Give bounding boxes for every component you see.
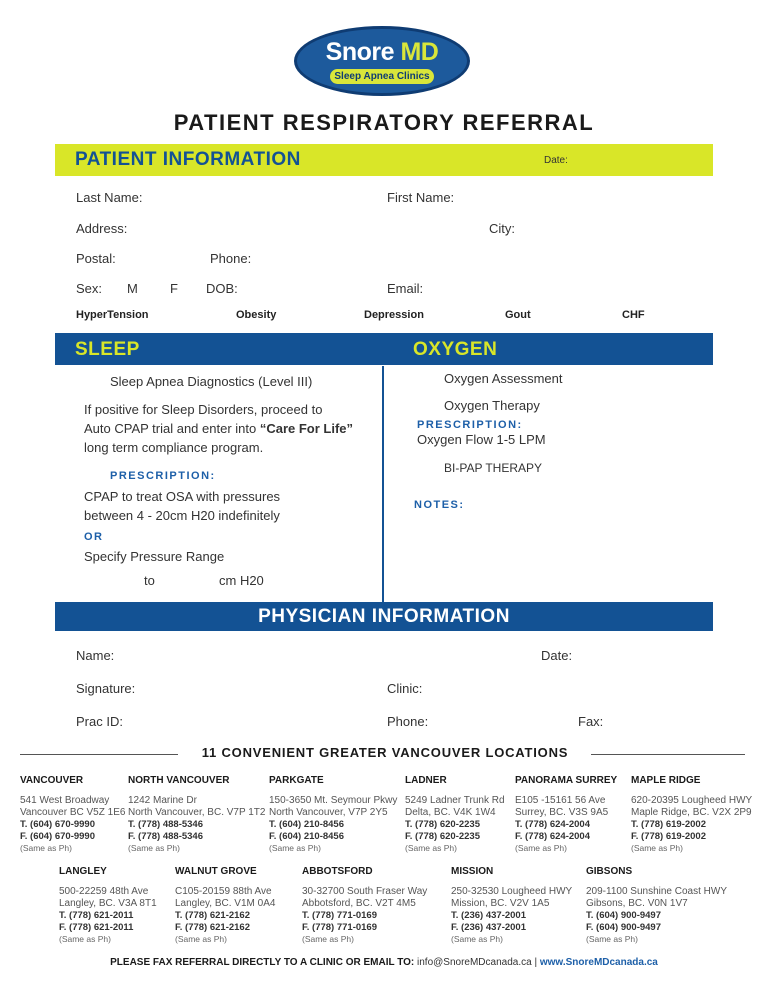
location-fax: F. (778) 621-2011	[59, 922, 134, 933]
location-mission	[451, 866, 601, 945]
location-city: Delta, BC. V4K 1W4	[405, 807, 496, 818]
oxygen-assessment-option[interactable]: Oxygen Assessment	[444, 371, 563, 386]
location-name: PANORAMA SURREY	[515, 775, 618, 786]
oxygen-heading: OXYGEN	[413, 339, 498, 360]
sleep-paragraph-line2-text: Auto CPAP trial and enter into	[84, 421, 260, 436]
location-phone: T. (236) 437-2001	[451, 910, 526, 921]
prac-id-field[interactable]: Prac ID:	[76, 714, 123, 729]
location-address: 541 West Broadway	[20, 795, 110, 806]
footer-instruction: PLEASE FAX REFERRAL DIRECTLY TO A CLINIC OR EMAIL TO:	[110, 957, 415, 968]
footer-email-link[interactable]: info@SnoreMDcanada.ca	[417, 957, 532, 968]
location-address: 250-32530 Lougheed HWY	[451, 886, 573, 897]
location-fax: F. (778) 624-2004	[515, 831, 590, 842]
location-phone: T. (778) 621-2162	[175, 910, 250, 921]
location-phone: T. (778) 771-0169	[302, 910, 377, 921]
location-address: 5249 Ladner Trunk Rd	[405, 795, 505, 806]
footer-website-link[interactable]: www.SnoreMDcanada.ca	[539, 957, 658, 968]
location-city: Maple Ridge, BC. V2X 2P9	[631, 807, 752, 818]
or-label: OR	[84, 531, 104, 543]
clinic-field[interactable]: Clinic:	[387, 681, 423, 696]
address-field[interactable]: Address:	[76, 221, 128, 236]
patient-phone-field[interactable]: Phone:	[210, 251, 252, 266]
clinic-logo	[294, 26, 470, 96]
specify-pressure-option[interactable]: Specify Pressure Range	[84, 549, 225, 564]
location-phone: T. (778) 620-2235	[405, 819, 480, 830]
cpap-line1: CPAP to treat OSA with pressures	[84, 489, 281, 504]
location-address: 150-3650 Mt. Seymour Pkwy	[269, 795, 398, 806]
location-fax-note: (Same as Ph)	[451, 934, 503, 944]
location-city: Langley, BC. V1M 0A4	[175, 898, 276, 909]
location-phone: T. (778) 621-2011	[59, 910, 134, 921]
logo-tagline: Sleep Apnea Clinics	[330, 69, 434, 84]
location-gibsons	[586, 866, 756, 945]
location-city: North Vancouver, BC. V7P 1T2	[128, 807, 266, 818]
location-city: Gibsons, BC. V0N 1V7	[586, 898, 688, 909]
location-city: North Vancouver, V7P 2Y5	[269, 807, 388, 818]
location-fax-note: (Same as Ph)	[515, 843, 567, 853]
location-address: 30-32700 South Fraser Way	[302, 886, 428, 897]
location-phone: T. (604) 210-8456	[269, 819, 344, 830]
location-phone: T. (778) 488-5346	[128, 819, 203, 830]
sleep-paragraph-line2	[84, 419, 379, 438]
locations-rule-right	[591, 754, 745, 755]
location-name: VANCOUVER	[20, 775, 84, 786]
location-name: ABBOTSFORD	[302, 866, 373, 877]
first-name-field[interactable]: First Name:	[387, 190, 455, 205]
dob-field[interactable]: DOB:	[206, 281, 238, 296]
logo-brand-main: Snore	[325, 38, 394, 66]
location-address: E105 -15161 56 Ave	[515, 795, 606, 806]
location-address: 500-22259 48th Ave	[59, 886, 149, 897]
sleep-paragraph-line3: long term compliance program.	[84, 440, 264, 455]
location-address: 1242 Marine Dr	[128, 795, 197, 806]
location-fax: F. (778) 488-5346	[128, 831, 203, 842]
logo-brand	[294, 38, 470, 67]
sleep-paragraph-line1: If positive for Sleep Disorders, proceed to	[84, 402, 323, 417]
cpap-line2: between 4 - 20cm H20 indefinitely	[84, 508, 280, 523]
location-name: LANGLEY	[59, 866, 107, 877]
location-city: Abbotsford, BC. V2T 4M5	[302, 898, 416, 909]
location-fax: F. (604) 210-8456	[269, 831, 344, 842]
postal-field[interactable]: Postal:	[76, 251, 116, 266]
location-fax: F. (778) 621-2162	[175, 922, 250, 933]
location-abbotsford	[302, 866, 452, 945]
condition-gout[interactable]: Gout	[505, 309, 531, 321]
condition-hypertension[interactable]: HyperTension	[76, 309, 149, 321]
patient-date-label: Date:	[544, 155, 568, 166]
location-fax-note: (Same as Ph)	[175, 934, 227, 944]
condition-obesity[interactable]: Obesity	[236, 309, 277, 321]
care-for-life-text: “Care For Life”	[259, 421, 354, 436]
location-fax: F. (778) 619-2002	[631, 831, 706, 842]
bipap-therapy-option[interactable]: BI-PAP THERAPY	[444, 461, 543, 475]
location-fax-note: (Same as Ph)	[269, 843, 321, 853]
location-fax-note: (Same as Ph)	[128, 843, 180, 853]
location-address: 620-20395 Lougheed HWY	[631, 795, 753, 806]
location-phone: T. (604) 900-9497	[586, 910, 661, 921]
sleep-heading: SLEEP	[75, 339, 140, 360]
location-city: Mission, BC. V2V 1A5	[451, 898, 550, 909]
location-fax: F. (604) 900-9497	[586, 922, 661, 933]
locations-heading: 11 CONVENIENT GREATER VANCOUVER LOCATIONS	[201, 745, 569, 760]
physician-name-field[interactable]: Name:	[76, 648, 115, 663]
sleep-paragraph	[84, 400, 379, 457]
cpap-text[interactable]	[84, 487, 379, 525]
location-name: LADNER	[405, 775, 447, 786]
logo-brand-accent: MD	[400, 38, 439, 66]
signature-field[interactable]: Signature:	[76, 681, 136, 696]
location-fax: F. (604) 670-9990	[20, 831, 95, 842]
location-fax-note: (Same as Ph)	[20, 843, 72, 853]
location-fax-note: (Same as Ph)	[405, 843, 457, 853]
location-address: C105-20159 88th Ave	[175, 886, 272, 897]
location-name: PARKGATE	[269, 775, 324, 786]
notes-label: NOTES:	[414, 499, 465, 511]
sex-option-f[interactable]: F	[170, 281, 178, 296]
oxygen-therapy-option[interactable]: Oxygen Therapy	[444, 398, 540, 413]
location-fax-note: (Same as Ph)	[586, 934, 638, 944]
location-phone: T. (778) 624-2004	[515, 819, 590, 830]
location-fax-note: (Same as Ph)	[302, 934, 354, 944]
condition-chf[interactable]: CHF	[622, 309, 645, 321]
condition-depression[interactable]: Depression	[364, 309, 424, 321]
location-phone: T. (604) 670-9990	[20, 819, 95, 830]
location-maple-ridge	[631, 775, 756, 854]
physician-info-band	[55, 602, 713, 631]
patient-info-band	[55, 144, 713, 176]
locations-rule-left	[20, 754, 178, 755]
location-name: NORTH VANCOUVER	[128, 775, 230, 786]
sleep-prescription-label: PRESCRIPTION:	[110, 470, 216, 482]
footer	[0, 957, 768, 968]
city-field[interactable]: City:	[489, 221, 515, 236]
location-fax: F. (778) 771-0169	[302, 922, 377, 933]
location-name: MISSION	[451, 866, 494, 877]
last-name-field[interactable]: Last Name:	[76, 190, 143, 205]
location-name: WALNUT GROVE	[175, 866, 257, 877]
location-fax-note: (Same as Ph)	[59, 934, 111, 944]
location-fax: F. (236) 437-2001	[451, 922, 526, 933]
email-field[interactable]: Email:	[387, 281, 424, 296]
sex-option-m[interactable]: M	[127, 281, 138, 296]
location-name: GIBSONS	[586, 866, 633, 877]
footer-separator: |	[534, 957, 538, 968]
physician-date-field[interactable]: Date:	[541, 648, 573, 663]
pressure-unit-label: cm H20	[219, 573, 264, 588]
document-title: PATIENT RESPIRATORY REFERRAL	[173, 110, 595, 135]
physician-phone-field[interactable]: Phone:	[387, 714, 429, 729]
location-parkgate	[269, 775, 419, 854]
location-address: 209-1100 Sunshine Coast HWY	[586, 886, 728, 897]
location-city: Langley, BC. V3A 8T1	[59, 898, 157, 909]
patient-info-heading: PATIENT INFORMATION	[75, 149, 301, 170]
location-fax: F. (778) 620-2235	[405, 831, 480, 842]
location-phone: T. (778) 619-2002	[631, 819, 706, 830]
location-city: Surrey, BC. V3S 9A5	[515, 807, 609, 818]
sex-label: Sex:	[76, 281, 103, 296]
fax-field[interactable]: Fax:	[578, 714, 604, 729]
location-north-vancouver	[128, 775, 278, 854]
location-city: Vancouver BC V5Z 1E6	[20, 807, 126, 818]
oxygen-flow-text: Oxygen Flow 1-5 LPM	[417, 432, 546, 447]
location-name: MAPLE RIDGE	[631, 775, 701, 786]
sleep-oxygen-band	[55, 333, 713, 365]
physician-info-heading: PHYSICIAN INFORMATION	[258, 606, 510, 627]
location-fax-note: (Same as Ph)	[631, 843, 683, 853]
sleep-diagnostics-option[interactable]: Sleep Apnea Diagnostics (Level III)	[110, 374, 313, 389]
oxygen-prescription-label: PRESCRIPTION:	[417, 419, 523, 431]
pressure-to-label: to	[144, 573, 155, 588]
column-divider	[382, 366, 384, 602]
